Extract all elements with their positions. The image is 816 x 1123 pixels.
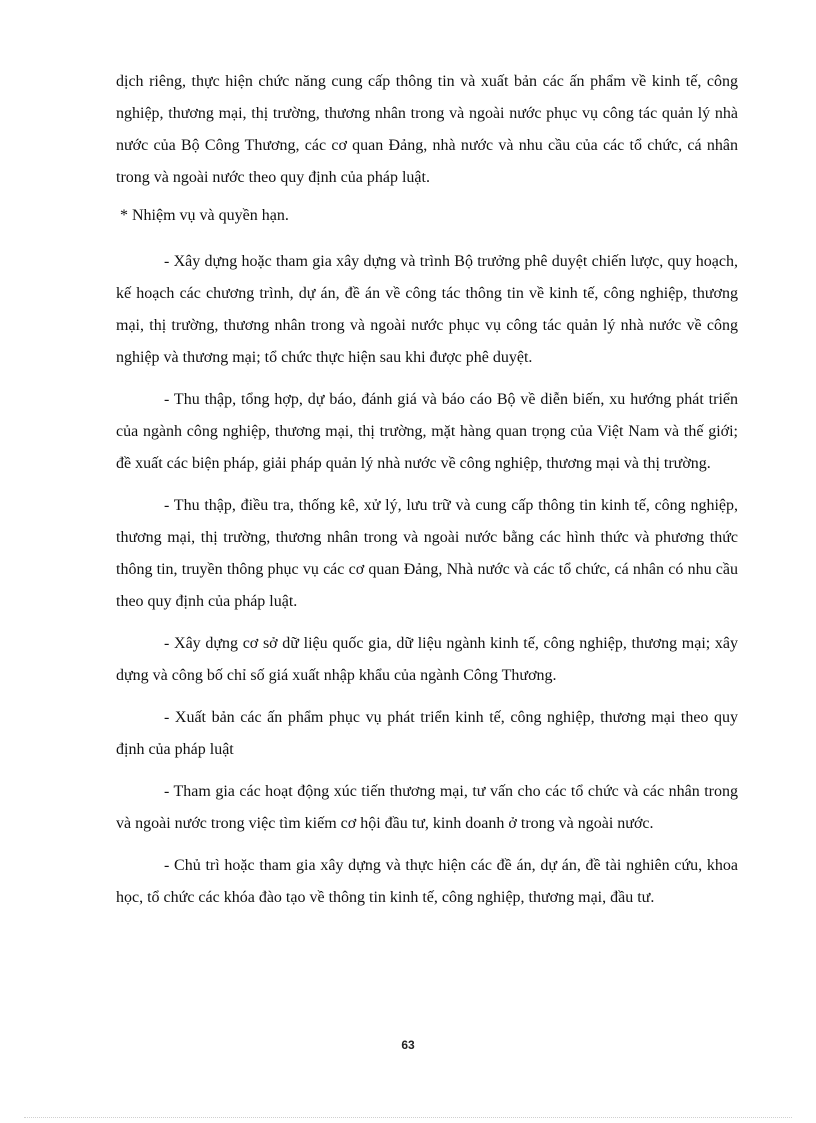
paragraph-item-7: - Chủ trì hoặc tham gia xây dựng và thực hiện các đề án, dự án, đề tài nghiên cứu, khoa học, tổ chức các khóa đào tạo về thông tin kinh tế, công nghiệp, thương mại, đầu tư. (116, 857, 738, 906)
section-heading: * Nhiệm vụ và quyền hạn. (120, 207, 289, 224)
paragraph-item-6: - Tham gia các hoạt động xúc tiến thương mại, tư vấn cho các tổ chức và các nhân trong và ngoài nước trong việc tìm kiếm cơ hội đầu tư, kinh doanh ở trong và ngoài nước. (116, 783, 738, 832)
page-number: 63 (401, 1038, 415, 1052)
paragraph-item-3: - Thu thập, điều tra, thống kê, xử lý, lưu trữ và cung cấp thông tin kinh tế, công nghiệp, thương mại, thị trường, thương nhân trong và ngoài nước bằng các hình thức và phương thức thông tin, truyền thông phục vụ các cơ quan Đảng, Nhà nước và các tổ chức, cá nhân có nhu cầu theo quy định của pháp luật. (116, 497, 738, 610)
document-body (116, 66, 738, 914)
paragraph-item-1: - Xây dựng hoặc tham gia xây dựng và trình Bộ trưởng phê duyệt chiến lược, quy hoạch, kế hoạch các chương trình, dự án, đề án về công tác thông tin về kinh tế, công nghiệp, thương mại, thị trường, thương nhân trong và ngoài nước phục vụ công tác quản lý nhà nước về công nghiệp và thương mại; tổ chức thực hiện sau khi được phê duyệt. (116, 253, 738, 366)
footer-divider (24, 1117, 792, 1118)
paragraph-item-5: - Xuất bản các ấn phẩm phục vụ phát triển kinh tế, công nghiệp, thương mại theo quy định của pháp luật (116, 709, 738, 758)
paragraph-item-4: - Xây dựng cơ sở dữ liệu quốc gia, dữ liệu ngành kinh tế, công nghiệp, thương mại; xây dựng và công bố chỉ số giá xuất nhập khẩu của ngành Công Thương. (116, 635, 738, 684)
paragraph-intro: dịch riêng, thực hiện chức năng cung cấp thông tin và xuất bản các ấn phẩm về kinh tế, công nghiệp, thương mại, thị trường, thương nhân trong và ngoài nước phục vụ công tác quản lý nhà nước của Bộ Công Thương, các cơ quan Đảng, nhà nước và nhu cầu của các tổ chức, cá nhân trong và ngoài nước theo quy định của pháp luật. (116, 73, 738, 186)
paragraph-item-2: - Thu thập, tổng hợp, dự báo, đánh giá và báo cáo Bộ về diễn biến, xu hướng phát triển của ngành công nghiệp, thương mại, thị trường, mặt hàng quan trọng của Việt Nam và thế giới; đề xuất các biện pháp, giải pháp quản lý nhà nước về công nghiệp, thương mại và thị trường. (116, 391, 738, 472)
